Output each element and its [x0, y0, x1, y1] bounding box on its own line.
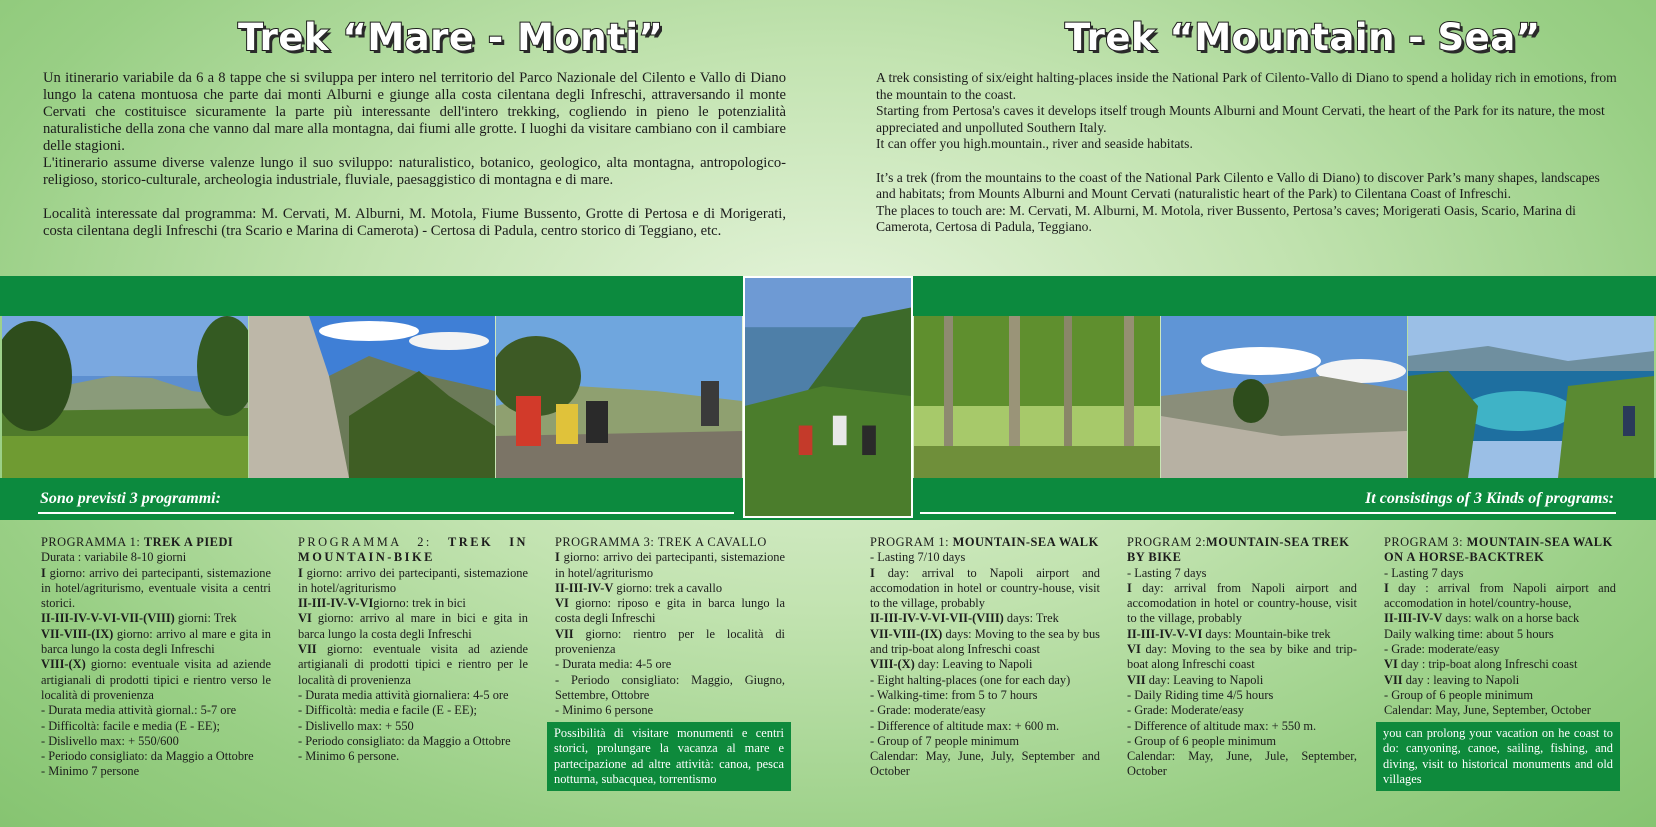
program-label: PROGRAM 2 — [1127, 535, 1203, 549]
program-line-day: VI — [298, 611, 312, 626]
program-line-text: giorno: eventuale visita ad aziende artigianali di prodotti tipici e rientro verso le località di provenienza — [41, 657, 271, 702]
program-line — [870, 611, 1100, 626]
intro-paragraph: The places to touch are: M. Cervati, M. Alburni, M. Motola, river Bussento, Pertosa’s caves; Morigerati Oasis, Scario, Marina di Camerota, Certosa di Padula, Teggiano. — [876, 202, 1576, 234]
program-column-it-1 — [41, 535, 271, 780]
program-header: PROGRAMMA 2: TREK IN MOUNTAIN-BIKE — [298, 535, 529, 565]
program-line — [1384, 627, 1616, 642]
program-line — [41, 566, 271, 612]
program-line — [870, 688, 1100, 703]
program-note-italian: Possibilità di visitare monumenti e centri storici, prolungare la vacanza al mare e partecipazione ad altre attività: canoa, pesca notturna, subacquea, torrentismo — [547, 722, 791, 791]
intro-paragraph: A trek consisting of six/eight halting-places inside the National Park of Cilento-Vallo di Diano to spend a holiday rich in emotions, from the mountain to the coast. — [876, 70, 1617, 102]
program-line-text: day : trip-boat along Infreschi coast — [1397, 657, 1578, 672]
program-line — [298, 642, 528, 688]
program-line — [1384, 566, 1616, 581]
photo-coastal-descent — [743, 276, 913, 518]
program-line-text: day : leaving to Napoli — [1402, 672, 1520, 687]
program-header: PROGRAM 1: MOUNTAIN-SEA WALK — [870, 535, 1099, 549]
program-column-en-1 — [870, 535, 1100, 780]
program-line — [1384, 642, 1616, 657]
program-line-day: VIII-(X) — [41, 657, 86, 672]
program-line-day: I — [870, 565, 875, 580]
program-header: PROGRAMMA 1: TREK A PIEDI — [41, 535, 234, 549]
program-line — [870, 703, 1100, 718]
program-label: PROGRAMMA 1 — [41, 535, 137, 549]
program-line — [298, 703, 528, 718]
program-label: PROGRAM 1 — [870, 535, 946, 549]
program-line — [298, 596, 528, 611]
program-line-day: II-III-IV-V-VI-VII-(VIII) — [41, 611, 175, 626]
program-line-text: - Lasting 7 days — [1127, 565, 1207, 580]
photo-mountain-trail — [1161, 316, 1407, 478]
program-line-day: I — [555, 550, 560, 565]
program-line-text: - Periodo consigliato: da Maggio a Ottobre — [41, 749, 254, 764]
program-line-text: giorno: eventuale visita ad aziende artigianali di prodotti tipici e rientro per le località di provenienza — [298, 642, 528, 687]
program-line-text: - Eight halting-places (one for each day) — [870, 672, 1071, 687]
program-line-text: giorno: arrivo al mare in bici e gita in barca lungo la costa degli Infreschi — [298, 611, 528, 641]
title-italian: Trek “Mare - Monti” — [238, 16, 664, 59]
intro-paragraph: Località interessate dal programma: M. Cervati, M. Alburni, M. Motola, Fiume Bussento, Grotte di Pertosa e di Morigerati, costa cilentana degli Infreschi (tra Scario e Marina di Camerota) - Certosa di Padula, centro storico di Teggiano, etc. — [43, 206, 786, 239]
program-line-day: VII — [1384, 672, 1403, 687]
program-line — [870, 749, 1100, 780]
program-line-day: VII — [1127, 672, 1146, 687]
program-column-en-2 — [1127, 535, 1357, 780]
program-line-text: Calendar: May, June, Jule, September, October — [1127, 749, 1357, 779]
heading-underline — [920, 512, 1616, 514]
program-name: TREK A CAVALLO — [657, 535, 767, 549]
program-line-day: II-III-IV-V-VI — [1127, 626, 1203, 641]
title-english: Trek “Mountain - Sea” — [1065, 16, 1541, 59]
program-line — [870, 719, 1100, 734]
program-line — [1127, 642, 1357, 673]
program-line-day: VI — [1384, 657, 1398, 672]
program-line-text: day : arrival from Napoli airport and accomodation in hotel/country-house, — [1384, 580, 1616, 611]
program-line — [298, 566, 528, 597]
intro-paragraph: It’s a trek (from the mountains to the coast of the National Park Cilento e Vallo di Diano) to discover Park’s many shapes, landscapes and habitats; from Mounts Alburni and Mount Cervati (naturalistic heart of the Park) to Cilentana Coast of Infreschi. — [876, 169, 1600, 201]
program-line-text: giorno: trek a cavallo — [613, 580, 723, 595]
program-line-text: - Minimo 6 persone. — [298, 749, 400, 764]
program-line-text: - Durata media: 4-5 ore — [555, 657, 672, 672]
program-line — [1384, 688, 1616, 703]
program-line — [1127, 566, 1357, 581]
program-line-text: Daily walking time: about 5 hours — [1384, 626, 1554, 641]
program-line — [870, 673, 1100, 688]
program-line-text: Calendar: May, June, September, October — [1384, 703, 1591, 718]
program-line-text: days: Moving to the sea by bus and trip-boat along Infreschi coast — [870, 626, 1100, 657]
program-line — [870, 627, 1100, 658]
program-line-text: - Periodo consigliato: Maggio, Giugno, Settembre, Ottobre — [555, 672, 785, 702]
program-lines — [555, 550, 785, 718]
program-line-text: giorno: arrivo dei partecipanti, sistemazione in hotel/agriturismo — [298, 565, 528, 595]
program-line — [1384, 581, 1616, 612]
program-line — [41, 764, 271, 779]
program-line-text: - Difficoltà: media e facile (E - EE); — [298, 703, 478, 718]
program-name: MOUNTAIN-SEA WALK ON A HORSE-BACKTREK — [1384, 535, 1613, 565]
program-line — [41, 611, 271, 626]
program-header: PROGRAMMA 3: TREK A CAVALLO — [555, 535, 767, 549]
program-line-text: day: arrival from Napoli airport and accomodation in hotel or country-house, visit to the village, probably — [1127, 580, 1357, 626]
program-line-text: - Group of 6 people minimum — [1127, 733, 1277, 748]
program-column-it-3 — [555, 535, 785, 719]
program-line-day: I — [41, 565, 46, 580]
program-line — [41, 734, 271, 749]
program-line-text: - Group of 7 people minimum — [870, 733, 1020, 748]
program-line — [41, 550, 271, 565]
program-line — [298, 719, 528, 734]
program-line — [298, 688, 528, 703]
program-line-text: - Daily Riding time 4/5 hours — [1127, 687, 1274, 702]
program-line-day: II-III-IV-V — [555, 580, 614, 595]
program-name: TREK A PIEDI — [143, 535, 234, 549]
program-line — [1127, 749, 1357, 780]
program-label: PROGRAMMA 3 — [555, 535, 651, 549]
program-line — [555, 627, 785, 658]
photo-meadow — [2, 316, 248, 478]
program-note-english: you can prolong your vacation on he coast to do: canyoning, canoe, sailing, fishing, and diving, visit to historical monuments and old villages — [1376, 722, 1620, 791]
program-line-text: day: arrival to Napoli airport and accomodation in hotel or country-house, visit to the village, probably — [870, 565, 1100, 611]
program-line-day: I — [1384, 580, 1389, 595]
program-line-text: giorno: trek in bici — [373, 596, 466, 611]
program-lines — [870, 550, 1100, 779]
program-line — [41, 749, 271, 764]
program-header: PROGRAM 2:MOUNTAIN-SEA TREK BY BIKE — [1127, 535, 1350, 565]
program-line — [870, 657, 1100, 672]
program-line — [555, 657, 785, 672]
intro-paragraph: L'itinerario assume diverse valenze lungo il suo sviluppo: naturalistico, botanico, geologico, alta montagna, antropologico-religioso, storico-culturale, archeologia industriale, fluviale, paesaggistico di montagna e di mare. — [43, 155, 786, 188]
program-line-text: days: Mountain-bike trek — [1202, 626, 1331, 641]
program-line-day: VII — [298, 642, 317, 657]
program-line-text: day: Leaving to Napoli — [914, 657, 1033, 672]
program-line — [298, 611, 528, 642]
heading-underline — [38, 512, 734, 514]
program-line-day: VIII-(X) — [870, 657, 915, 672]
program-line — [1127, 734, 1357, 749]
program-line-text: - Grade: moderate/easy — [1384, 642, 1500, 657]
program-line — [1127, 719, 1357, 734]
photo-hikers-resting — [496, 316, 742, 478]
intro-paragraph: Starting from Pertosa's caves it develops itself trough Mounts Alburni and Mount Cervati, the heart of the Park for its nature, the most appreciated and unpolluted Southern Italy. — [876, 103, 1605, 135]
intro-paragraph: It can offer you high.mountain., river and seaside habitats. — [876, 136, 1193, 151]
program-line — [41, 703, 271, 718]
program-line — [870, 566, 1100, 612]
program-lines — [1127, 566, 1357, 780]
program-line-text: giorno: arrivo al mare e gita in barca lungo la costa degli Infreschi — [41, 626, 271, 657]
program-line-text: - Dislivello max: + 550/600 — [41, 733, 179, 748]
program-line-text: - Difference of altitude max: + 600 m. — [870, 718, 1060, 733]
program-line-text: - Periodo consigliato: da Maggio a Ottobre — [298, 733, 511, 748]
program-line — [1384, 703, 1616, 718]
program-line — [555, 673, 785, 704]
intro-english — [876, 70, 1621, 236]
program-line — [1127, 703, 1357, 718]
program-line-text: day: Leaving to Napoli — [1145, 672, 1264, 687]
program-line — [298, 734, 528, 749]
program-name: MOUNTAIN-SEA TREK BY BIKE — [1127, 535, 1350, 565]
program-line-text: - Grade: moderate/easy — [870, 703, 986, 718]
intro-italian — [43, 70, 786, 240]
program-line-text: - Grade: Moderate/easy — [1127, 703, 1244, 718]
program-line — [555, 581, 785, 596]
program-line-day: VI — [555, 596, 569, 611]
program-line-text: giorni: Trek — [174, 611, 237, 626]
program-line-text: giorno: arrivo dei partecipanti, sistemazione in hotel/agriturismo — [555, 550, 785, 580]
program-name: MOUNTAIN-SEA WALK — [952, 535, 1099, 549]
program-line-text: - Durata media attività giornaliera: 4-5 ore — [298, 687, 509, 702]
program-line-text: - Lasting 7/10 days — [870, 550, 966, 565]
program-line — [41, 657, 271, 703]
program-column-en-3 — [1384, 535, 1616, 719]
program-line — [1127, 688, 1357, 703]
program-line — [1384, 657, 1616, 672]
section-heading-english: It consistings of 3 Kinds of programs: — [1365, 490, 1614, 507]
program-line-day: VI — [1127, 642, 1141, 657]
program-header: PROGRAM 3: MOUNTAIN-SEA WALK ON A HORSE-BACKTREK — [1384, 535, 1613, 565]
program-line-text: giorno: rientro per le località di provenienza — [555, 626, 785, 657]
program-line-text: - Lasting 7 days — [1384, 565, 1464, 580]
photo-beech-forest — [914, 316, 1160, 478]
program-line — [555, 550, 785, 581]
program-line-day: II-III-IV-V — [1384, 611, 1443, 626]
program-label: PROGRAM 3 — [1384, 535, 1460, 549]
program-lines — [298, 566, 528, 765]
program-line-text: days: Trek — [1003, 611, 1059, 626]
program-line — [41, 719, 271, 734]
program-line — [555, 703, 785, 718]
program-line-text: - Difficoltà: facile e media (E - EE); — [41, 718, 221, 733]
program-line — [555, 596, 785, 627]
intro-paragraph: Un itinerario variabile da 6 a 8 tappe che si sviluppa per intero nel territorio del Parco Nazionale del Cilento e Vallo di Diano lungo la catena montuosa che parte dai monti Alburni e giunge alla costa cilentana degli Infreschi, attraversando il monte Cervati che costituisce sicuramente la parte più interessante dell'intero trekking, cogliendo in pieno le potenzialità naturalistiche della zona che vanno dal mare alla montagna, dai fiumi alle grotte. I luoghi da visitare cambiano con il cambiare delle stagioni. — [43, 70, 786, 154]
program-line-day: VII-VIII-(IX) — [41, 626, 114, 641]
program-name: TREK IN MOUNTAIN-BIKE — [298, 535, 529, 565]
program-line-text: - Walking-time: from 5 to 7 hours — [870, 687, 1038, 702]
program-line-text: - Difference of altitude max: + 550 m. — [1127, 718, 1317, 733]
program-line — [1127, 581, 1357, 627]
program-line-day: VII-VIII-(IX) — [870, 626, 943, 641]
program-line — [870, 734, 1100, 749]
program-line — [1384, 611, 1616, 626]
program-line — [298, 749, 528, 764]
program-lines — [1384, 566, 1616, 719]
program-line-text: - Minimo 6 persone — [555, 703, 654, 718]
program-line — [1127, 627, 1357, 642]
program-line-text: Durata : variabile 8-10 giorni — [41, 550, 187, 565]
photo-bay-view — [1408, 316, 1654, 478]
program-line-text: giorno: arrivo dei partecipanti, sistemazione in hotel/agriturismo, eventuale visita a centri storici. — [41, 565, 271, 611]
program-line — [1384, 673, 1616, 688]
program-line-text: - Group of 6 people minimum — [1384, 687, 1534, 702]
program-column-it-2 — [298, 535, 528, 764]
program-line-day: I — [298, 565, 303, 580]
program-line-text: days: walk on a horse back — [1442, 611, 1580, 626]
program-line-text: - Dislivello max: + 550 — [298, 718, 414, 733]
program-label: PROGRAMMA 2 — [298, 535, 426, 549]
program-line — [1127, 673, 1357, 688]
photo-rocky-peak — [249, 316, 495, 478]
section-heading-italian: Sono previsti 3 programmi: — [40, 490, 221, 507]
program-line-day: VII — [555, 626, 574, 641]
program-line-text: - Minimo 7 persone — [41, 764, 140, 779]
program-line-text: Calendar: May, June, July, September and October — [870, 749, 1100, 779]
program-line — [41, 627, 271, 658]
program-line-text: day: Moving to the sea by bike and trip-boat along Infreschi coast — [1127, 642, 1357, 672]
program-line-text: - Durata media attività giornal.: 5-7 ore — [41, 703, 237, 718]
program-line-day: II-III-IV-V-VI-VII-(VIII) — [870, 611, 1004, 626]
program-line-text: giorno: riposo e gita in barca lungo la costa degli Infreschi — [555, 596, 785, 626]
program-lines — [41, 550, 271, 779]
program-line-day: II-III-IV-V-VI — [298, 596, 374, 611]
program-line-day: I — [1127, 580, 1132, 595]
program-line — [870, 550, 1100, 565]
